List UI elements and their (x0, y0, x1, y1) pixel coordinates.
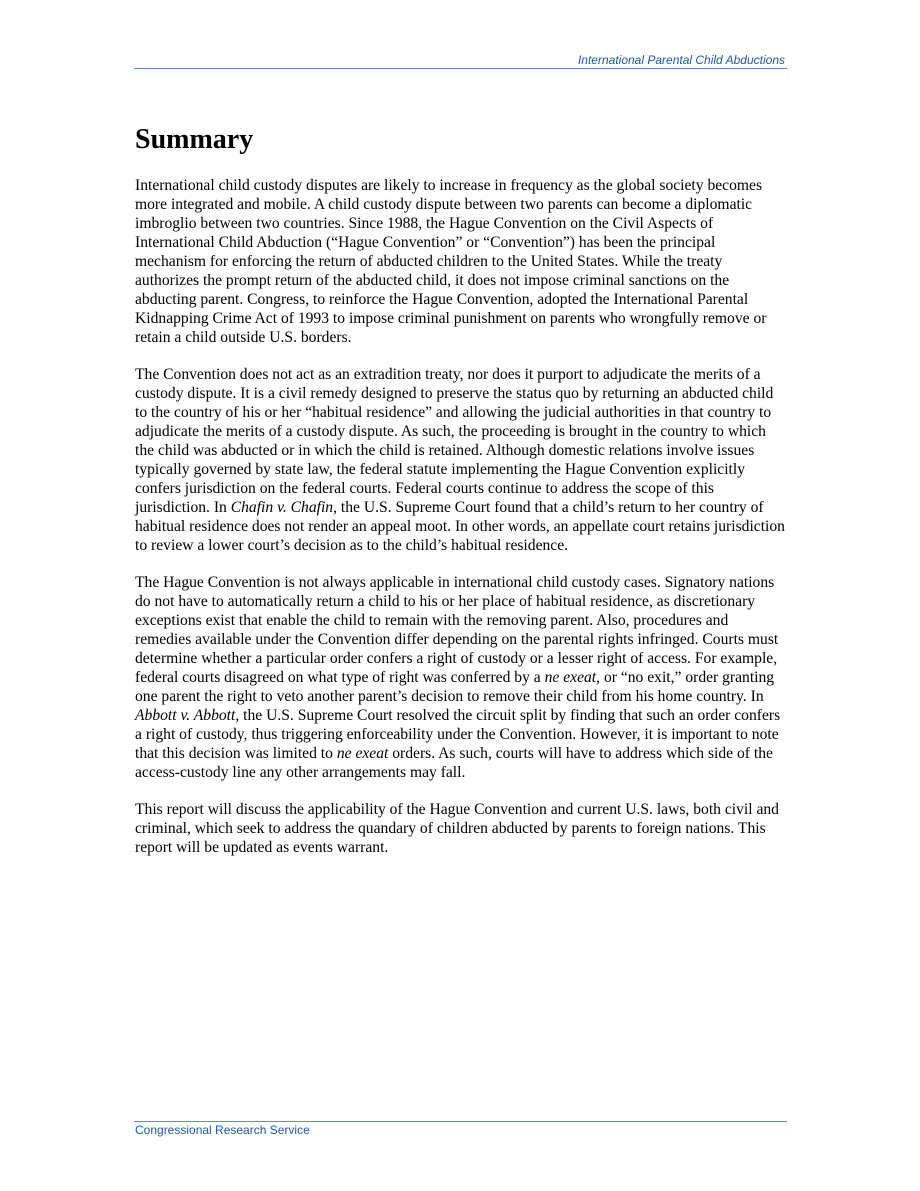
paragraph-1: International child custody disputes are likely to increase in frequency as the global society becomes more integrated and mobile. A child custody dispute between two parents can become a diplomatic imbroglio between two countries. Since 1988, the Hague Convention on the Civil Aspects of International Child Abduction (“Hague Convention” or “Convention”) has been the principal mechanism for enforcing the return of abducted children to the United States. While the treaty authorizes the prompt return of the abducted child, it does not impose criminal sanctions on the abducting parent. Congress, to reinforce the Hague Convention, adopted the International Parental Kidnapping Crime Act of 1993 to impose criminal punishment on parents who wrongfully remove or retain a child outside U.S. borders. (135, 177, 767, 346)
case-name-abbott: Abbott v. Abbott (135, 707, 236, 724)
footer-publisher: Congressional Research Service (135, 1123, 310, 1137)
page-title: Summary (135, 124, 254, 155)
term-ne-exeat: ne exeat (544, 669, 597, 686)
paragraph-2: The Convention does not act as an extradition treaty, nor does it purport to adjudicate the merits of a custody dispute. It is a civil remedy designed to preserve the status quo by returning an abducted child to the country of his or her “habitual residence” and allowing the judicial authorities in that country to adjudicate the merits of a custody dispute. As such, the proceeding is brought in the country to which the child was abducted or in which the child is retained. Although domestic relations involve issues typically governed by state law, the federal statute implementing the Hague Convention explicitly confers jurisdiction on the federal courts. Federal courts continue to address the scope of this jurisdiction. In Chafin v. Chafin, the U.S. Supreme Court found that a child’s return to her country of habitual residence does not render an appeal moot. In other words, an appellate court retains jurisdiction to review a lower court’s decision as to the child’s habitual residence. (135, 366, 785, 554)
footer-divider (134, 1121, 787, 1122)
term-ne-exeat-2: ne exeat (336, 745, 389, 762)
running-header: International Parental Child Abductions (577, 53, 785, 67)
case-name-chafin: Chafin v. Chafin (230, 499, 334, 516)
summary-body (135, 176, 787, 875)
header-divider (134, 68, 787, 69)
paragraph-3: The Hague Convention is not always applicable in international child custody cases. Signatory nations do not have to automatically return a child to his or her place of habitual residence, as discretionary exceptions exist that enable the child to remain with the removing parent. Also, procedures and remedies available under the Convention differ depending on the parental rights infringed. Courts must determine whether a particular order confers a right of custody or a lesser right of access. For example, federal courts disagreed on what type of right was conferred by a ne exeat, or “no exit,” order granting one parent the right to veto another parent’s decision to remove their child from his home country. In Abbott v. Abbott, the U.S. Supreme Court resolved the circuit split by finding that such an order confers a right of custody, thus triggering enforceability under the Convention. However, it is important to note that this decision was limited to ne exeat orders. As such, courts will have to address which side of the access-custody line any other arrangements may fall. (135, 574, 781, 781)
paragraph-4: This report will discuss the applicability of the Hague Convention and current U.S. laws, both civil and criminal, which seek to address the quandary of children abducted by parents to foreign nations. This report will be updated as events warrant. (135, 801, 779, 856)
